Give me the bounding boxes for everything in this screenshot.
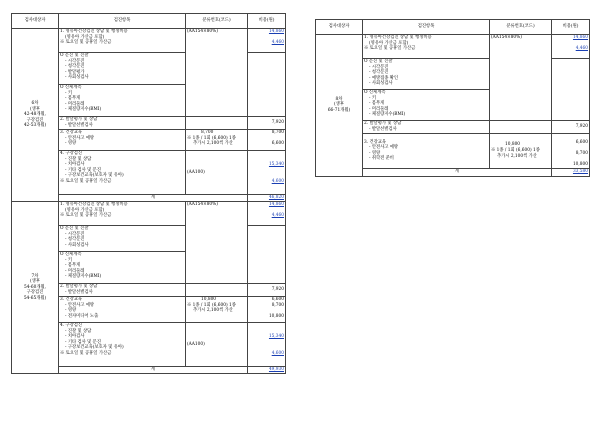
g8-total-cost: 33,580 bbox=[552, 168, 590, 176]
g7-r5-item: 3. 건강교육 - 안전사고 예방 - 영양 - 전자미디어 노출 bbox=[59, 297, 186, 323]
header-item: 검진항목 bbox=[59, 14, 186, 29]
g8-r2-item: O 문진 및 진찰 - 시각문진 - 청각문진 - 예방접종 확인 - 사회성검사 bbox=[363, 59, 490, 90]
g8-r1-cost: 14,860 4,460 bbox=[552, 35, 590, 59]
g7-target: 7차 (생후 54-60개월, 구강검진 54-65개월) bbox=[12, 202, 59, 374]
g7-r4-cost: 7,920 bbox=[248, 284, 286, 297]
g7-r1-cost: 14,860 4,460 bbox=[248, 202, 286, 226]
g7-total-cost: 49,930 bbox=[248, 367, 286, 374]
g6-r1-code: (AA154×80%) bbox=[186, 29, 248, 117]
left-fee-table bbox=[11, 13, 286, 374]
g7-r5-cost: 6,600 8,700 10,800 bbox=[248, 297, 286, 323]
g7-r1-code: (AA154×80%) bbox=[186, 202, 248, 284]
g7-r2-item: O 문진 및 진찰 - 시각문진 - 청각문진 - 사회성검사 bbox=[59, 226, 186, 252]
g7-r6-item: 4. 구강검진 - 진찰 및 상담 - 치아검사 - 기타 검사 및 문진 - 구강보건교육(보호자 및 유아) ※ 토요일 및 공휴일 가산금 bbox=[59, 323, 186, 367]
g8-r5-code: 10,800 ※ 1종 / 1회 (6,600) 1종 추가시 2,100씩 가산 bbox=[490, 134, 552, 169]
g7-r4-item: 2. 발달평가 및 상담 - 발달선별검사 bbox=[59, 284, 186, 297]
g7-row1 bbox=[12, 202, 286, 226]
g6-r6-code: (AA100) bbox=[186, 151, 248, 195]
g8-r3-item: O 신체계측 - 키 - 몸무게 - 머리둘레 - 체질량지수(BMI) bbox=[363, 90, 490, 121]
g8-row1 bbox=[316, 35, 590, 59]
g8-r5-cost: 6,600 8,700 10,800 bbox=[552, 134, 590, 169]
g6-total-label: 계 bbox=[59, 195, 248, 202]
g6-r2-item: O 문진 및 진찰 - 시각문진 - 청각문진 - 발달평가 - 사회성검사 bbox=[59, 53, 186, 85]
g7-r6-cost: 15,340 4,600 bbox=[248, 323, 286, 367]
g7-r1-item: 1. 영유아건강검진 상담 및 행정비용 (영유아 가산금 포함) ※ 토요일 및 공휴일 가산금 bbox=[59, 202, 186, 226]
header-target: 검사대상자 bbox=[316, 20, 363, 35]
g6-target: 6차 (생후 42-48개월, 구강검진 42-53개월) bbox=[12, 29, 59, 202]
g8-r4-cost: 7,920 bbox=[552, 121, 590, 134]
g6-r3-item: O 신체계측 - 키 - 몸무게 - 머리둘레 - 체질량지수(BMI) bbox=[59, 85, 186, 117]
g7-r6-code: (AA100) bbox=[186, 323, 248, 367]
g8-r1-item: 1. 영유아건강검진 상담 및 행정비용 (영유아 가산금 포함) ※ 토요일 및 공휴일 가산금 bbox=[363, 35, 490, 59]
right-fee-table bbox=[315, 19, 590, 177]
header-row-right bbox=[316, 20, 590, 35]
g6-r4-cost: 7,920 bbox=[248, 117, 286, 130]
header-cost: 비용(원) bbox=[248, 14, 286, 29]
g6-row1 bbox=[12, 29, 286, 53]
g7-r3-item: O 신체계측 - 키 - 몸무게 - 머리둘레 - 체질량지수(BMI) bbox=[59, 252, 186, 284]
g6-r6-item: 4. 구강검진 - 진찰 및 상담 - 치아검사 - 기타 검사 및 문진 - 구강보건교육(보호자 및 유아) ※ 토요일 및 공휴일 가산금 bbox=[59, 151, 186, 195]
g6-r4-item: 2. 발달평가 및 상담 - 발달선별검사 bbox=[59, 117, 186, 130]
g8-target: 8차 (생후 66-71개월) bbox=[316, 35, 363, 177]
g6-r5-cost: 8,700 6,600 bbox=[248, 130, 286, 151]
g6-total-cost: 46,820 bbox=[248, 195, 286, 202]
header-code: 분류번호(코드) bbox=[186, 14, 248, 29]
g6-r5-item: 3. 건강교육 - 안전사고 예방 - 영양 bbox=[59, 130, 186, 151]
g6-r1-cost: 14,860 4,460 bbox=[248, 29, 286, 53]
header-item: 검진항목 bbox=[363, 20, 490, 35]
g8-r1-code: (AA154×80%) bbox=[490, 35, 552, 121]
g6-r1-item: 1. 영유아건강검진 상담 및 행정비용 (영유아 가산금 포함) ※ 토요일 및 공휴일 가산금 bbox=[59, 29, 186, 53]
g7-total-label: 계 bbox=[59, 367, 248, 374]
header-cost: 비용(원) bbox=[552, 20, 590, 35]
header-code: 분류번호(코드) bbox=[490, 20, 552, 35]
header-row bbox=[12, 14, 286, 29]
g8-r5-item: 3. 건강교육 - 안전사고 예방 - 영양 - 취학전 준비 bbox=[363, 134, 490, 169]
header-target: 검사대상자 bbox=[12, 14, 59, 29]
g6-r5-code: 8,700 ※ 1종 / 1회 (6,600) 1종 추가시 2,100씩 가산 bbox=[186, 130, 248, 151]
g8-r4-item: 2. 발달평가 및 상담 - 발달선별검사 bbox=[363, 121, 490, 134]
g7-r5-code: 10,800 ※ 1종 / 1회 (6,600) 1종 추가시 2,100씩 가산 bbox=[186, 297, 248, 323]
g8-total-label: 계 bbox=[363, 168, 552, 176]
g6-r6-cost: 15,340 4,600 bbox=[248, 151, 286, 195]
